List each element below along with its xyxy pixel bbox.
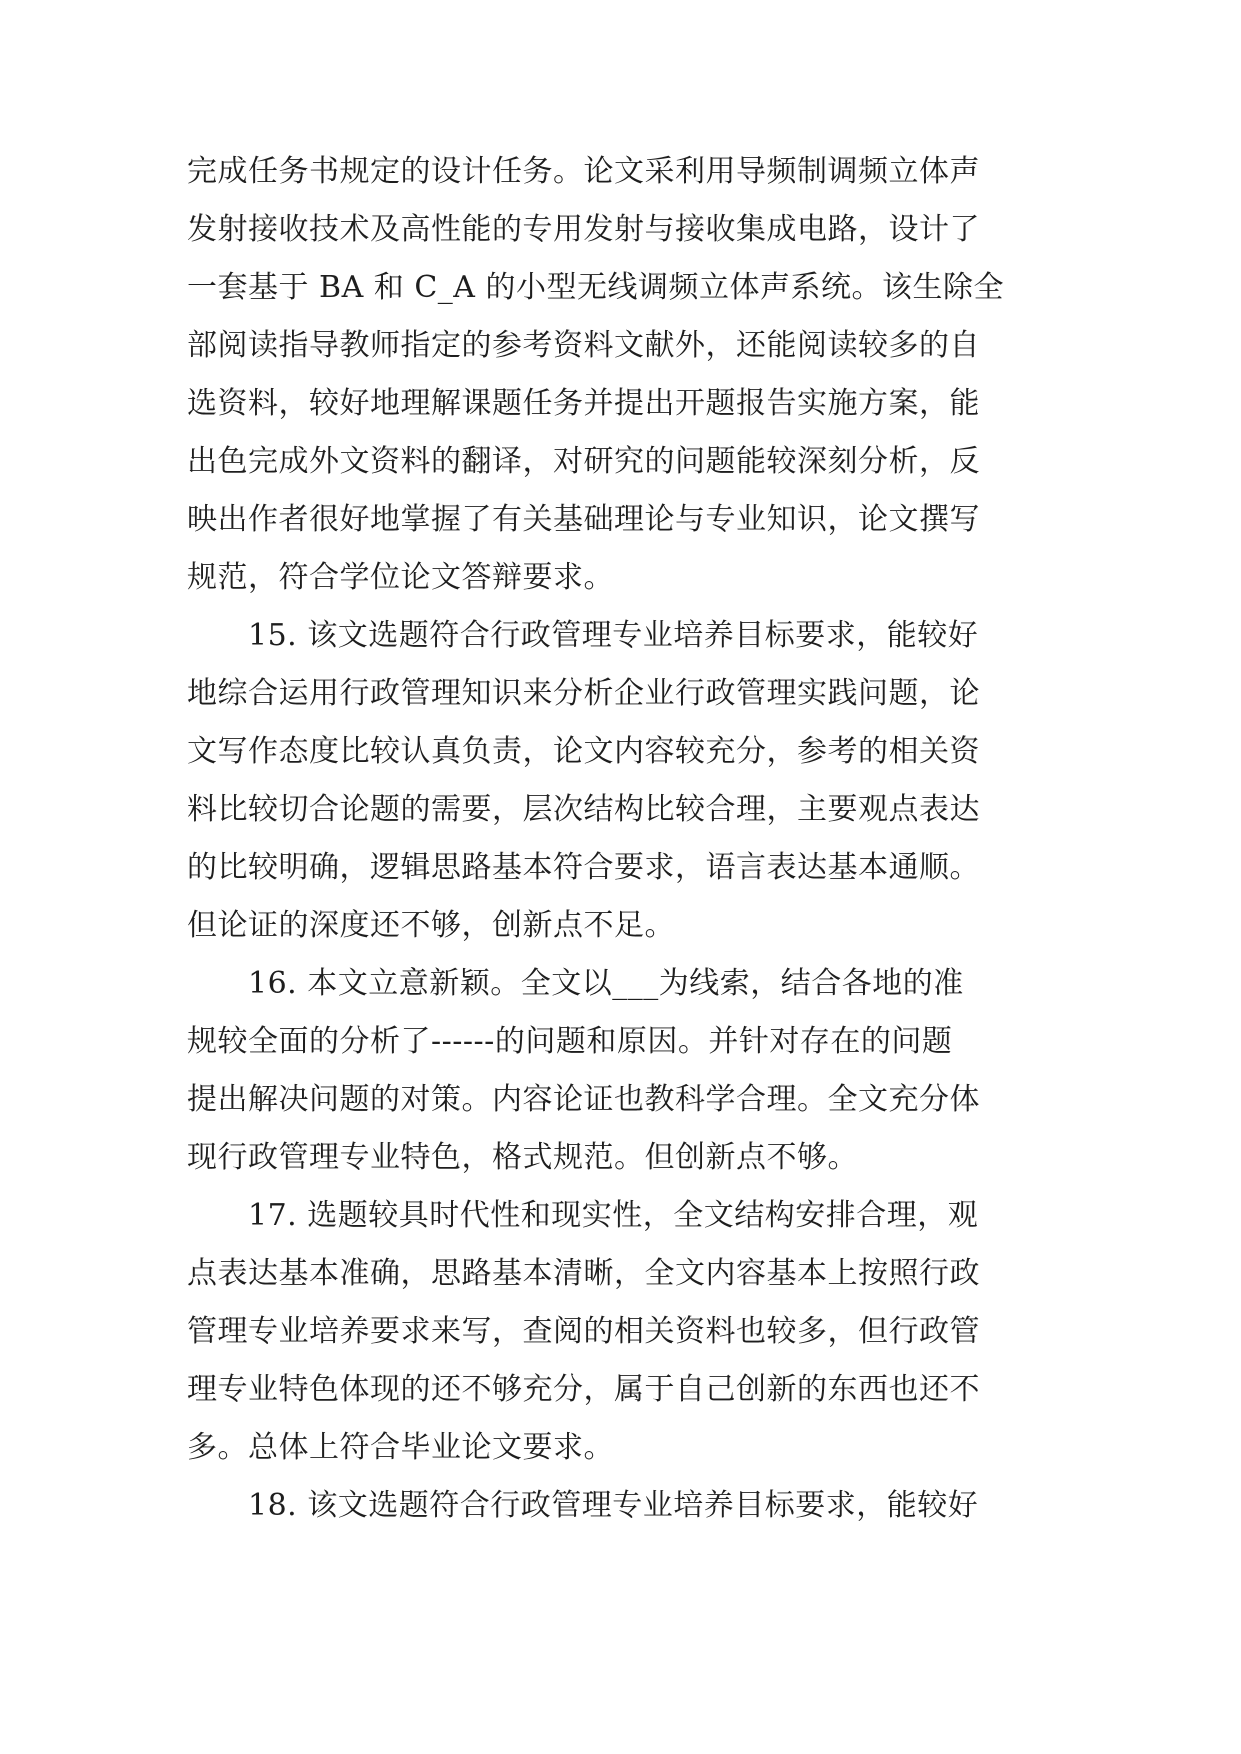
text-line: 文写作态度比较认真负责，论文内容较充分，参考的相关资 (187, 734, 980, 769)
text-line: 部阅读指导教师指定的参考资料文献外，还能阅读较多的自 (187, 328, 980, 363)
paragraph-17-first-line: 17. 选题较具时代性和现实性，全文结构安排合理，观 (248, 1198, 979, 1233)
text-line: 出色完成外文资料的翻译，对研究的问题能较深刻分析，反 (187, 444, 980, 479)
text-line: 多。总体上符合毕业论文要求。 (187, 1430, 614, 1465)
text-line: 现行政管理专业特色，格式规范。但创新点不够。 (187, 1140, 858, 1175)
text-line: 点表达基本准确，思路基本清晰，全文内容基本上按照行政 (187, 1256, 980, 1291)
text-line: 映出作者很好地掌握了有关基础理论与专业知识，论文撰写 (187, 502, 980, 537)
text-line: 地综合运用行政管理知识来分析企业行政管理实践问题，论 (187, 676, 980, 711)
text-line: 选资料，较好地理解课题任务并提出开题报告实施方案，能 (187, 386, 980, 421)
paragraph-15-first-line: 15. 该文选题符合行政管理专业培养目标要求，能较好 (248, 618, 979, 653)
text-line: 发射接收技术及高性能的专用发射与接收集成电路，设计了 (187, 212, 980, 247)
text-line: 提出解决问题的对策。内容论证也教科学合理。全文充分体 (187, 1082, 980, 1117)
text-line: 规范，符合学位论文答辩要求。 (187, 560, 614, 595)
text-line: 理专业特色体现的还不够充分，属于自己创新的东西也还不 (187, 1372, 980, 1407)
text-line: 完成任务书规定的设计任务。论文采利用导频制调频立体声 (187, 154, 980, 189)
paragraph-16-first-line: 16. 本文立意新颖。全文以___为线索，结合各地的准 (248, 966, 964, 1001)
text-line: 规较全面的分析了------的问题和原因。并针对存在的问题 (187, 1024, 953, 1059)
text-line: 的比较明确，逻辑思路基本符合要求，语言表达基本通顺。 (187, 850, 980, 885)
paragraph-18-first-line: 18. 该文选题符合行政管理专业培养目标要求，能较好 (248, 1488, 979, 1523)
text-line: 但论证的深度还不够，创新点不足。 (187, 908, 675, 943)
text-line: 管理专业培养要求来写，查阅的相关资料也较多，但行政管 (187, 1314, 980, 1349)
text-line: 一套基于 BA 和 C_A 的小型无线调频立体声系统。该生除全 (187, 270, 1004, 305)
text-line: 料比较切合论题的需要，层次结构比较合理，主要观点表达 (187, 792, 980, 827)
